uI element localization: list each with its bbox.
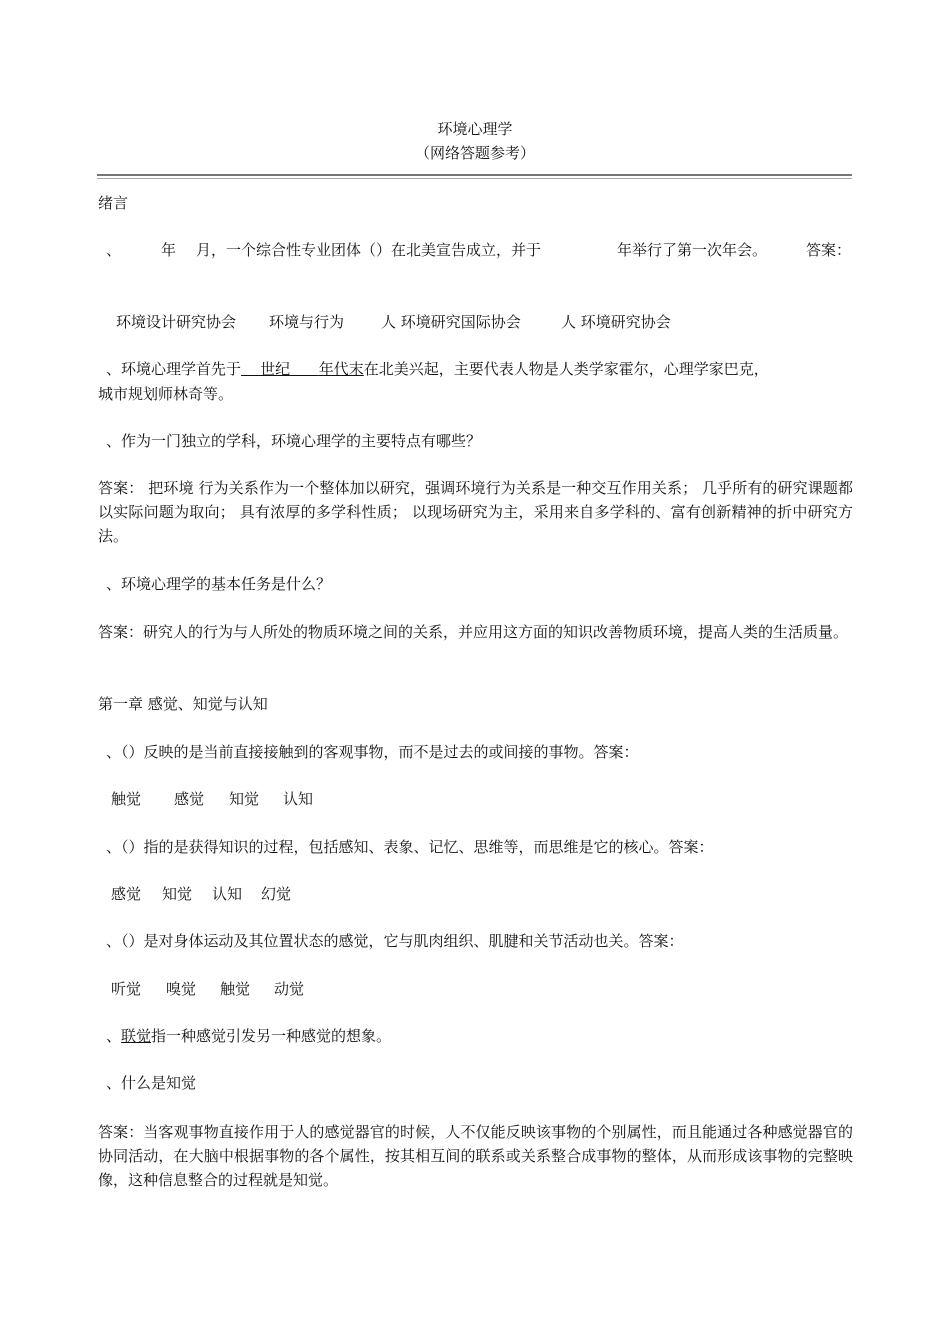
q4-question: 、环境心理学的基本任务是什么？	[106, 575, 332, 593]
q7-option-2: 嗅觉	[166, 980, 197, 998]
q6-option-2: 知觉	[162, 885, 193, 903]
q1-option-1: 环境设计研究协会	[116, 313, 237, 331]
q1-option-3: 人 环境研究国际协会	[381, 313, 521, 331]
q1-option-2: 环境与行为	[269, 313, 345, 331]
q2-blank-century: 世纪 年代末	[260, 360, 364, 378]
q7-question: 、（）是对身体运动及其位置状态的感觉，它与肌肉组织、肌腱和关节活动也关。答案：	[106, 932, 684, 950]
q1-answer-label: 答案：	[806, 241, 852, 259]
q2-line-1-tail: 在北美兴起，主要代表人物是人类学家霍尔，心理学家巴克，	[363, 360, 769, 378]
q8-line	[106, 1025, 391, 1047]
header-divider-thin	[97, 178, 852, 179]
section-intro-heading: 绪言	[98, 194, 129, 212]
chapter1-heading: 第一章 感觉、知觉与认知	[98, 695, 268, 713]
q3-question: 、作为一门独立的学科，环境心理学的主要特点有哪些？	[106, 432, 482, 450]
q5-option-3: 知觉	[229, 790, 260, 808]
q1-tail: 年举行了第一次年会。	[617, 241, 768, 259]
q6-question: 、（）指的是获得知识的过程，包括感知、表象、记忆、思维等，而思维是它的核心。答案：	[106, 838, 714, 856]
q1-year-label: 年	[161, 241, 177, 259]
q7-option-1: 听觉	[111, 980, 142, 998]
q5-option-4: 认知	[283, 790, 314, 808]
q5-question: 、（）反映的是当前直接接触到的客观事物，而不是过去的或间接的事物。答案：	[106, 743, 639, 761]
q2-line-2: 城市规划师林奇等。	[98, 385, 234, 403]
q8-rest: 指一种感觉引发另一种感觉的想象。	[151, 1027, 392, 1045]
q5-option-2: 感觉	[174, 790, 205, 808]
q1-prefix: 、	[106, 241, 122, 259]
q6-option-1: 感觉	[111, 885, 142, 903]
q9-question: 、什么是知觉	[106, 1074, 197, 1092]
document-title: 环境心理学	[437, 120, 513, 138]
q1-text: 月，一个综合性专业团体（）在北美宣告成立，并于	[196, 241, 542, 259]
q5-option-1: 触觉	[111, 790, 142, 808]
header-divider	[97, 174, 852, 176]
q8-term: 联觉	[121, 1027, 152, 1045]
q6-option-4: 幻觉	[261, 885, 292, 903]
q4-answer: 答案：研究人的行为与人所处的物质环境之间的关系，并应用这方面的知识改善物质环境，提高人类的生活质量。	[98, 623, 849, 641]
q2-prefix: 、环境心理学首先于	[106, 360, 242, 378]
q3-answer: 答案： 把环境 行为关系作为一个整体加以研究，强调环境行为关系是一种交互作用关系； 几乎所有的研究课题都以实际问题为取向； 具有浓厚的多学科性质； 以现场研究为主，采用来自多学科的、富有创新精神的折中研究方法。	[98, 479, 853, 545]
q9-answer: 答案：当客观事物直接作用于人的感觉器官的时候，人不仅能反映该事物的个别属性，而且能通过各种感觉器官的协同活动，在大脑中根据事物的各个属性，按其相互间的联系或关系整合成事物的整体，从而形成该事物的完整映像，这种信息整合的过程就是知觉。	[98, 1123, 853, 1189]
q6-option-3: 认知	[212, 885, 243, 903]
q8-prefix: 、	[106, 1027, 122, 1045]
q7-option-4: 动觉	[274, 980, 305, 998]
q1-option-4: 人 环境研究协会	[561, 313, 671, 331]
q2-line-1	[106, 358, 769, 380]
document-subtitle: （网络答题参考）	[414, 144, 535, 162]
q7-option-3: 触觉	[220, 980, 251, 998]
